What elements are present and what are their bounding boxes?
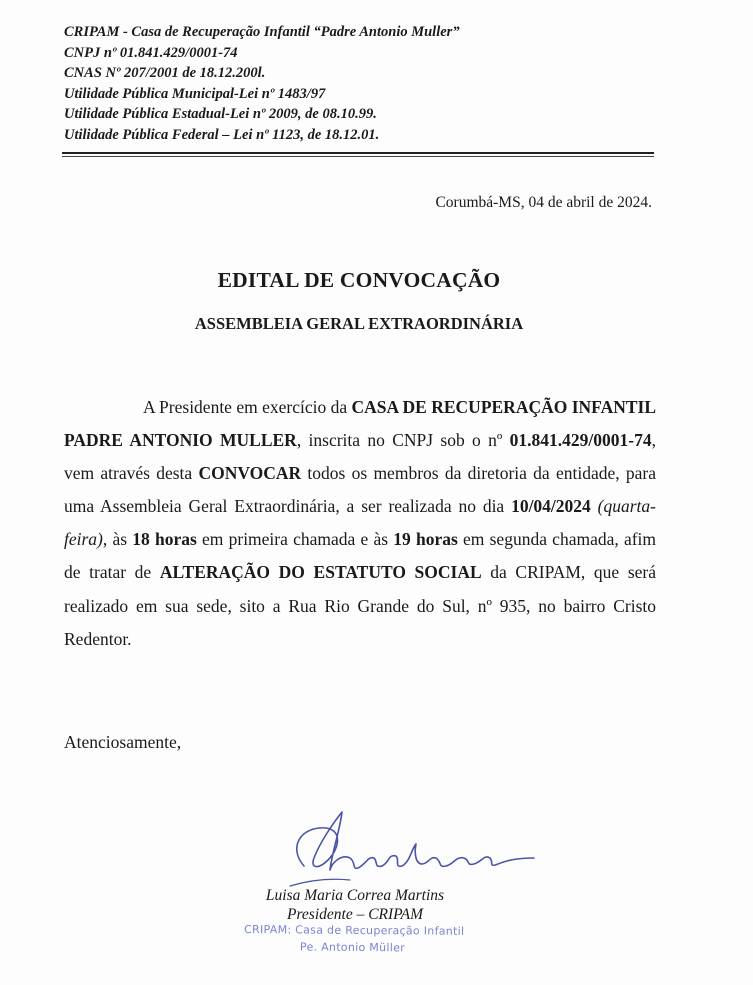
document-date: Corumbá-MS, 04 de abril de 2024. [435, 194, 652, 211]
stamp-line-1: CRIPAM: Casa de Recuperação Infantil [244, 922, 465, 938]
body-bold-cnpj: 01.841.429/0001-74 [509, 430, 652, 451]
body-bold-date: 10/04/2024 [511, 496, 591, 517]
signatory-name: Luisa Maria Correa Martins [265, 887, 445, 904]
body-bold-first-call: 18 horas [132, 529, 197, 550]
signatory-role: Presidente – CRIPAM [286, 906, 424, 923]
letterhead-federal: Utilidade Pública Federal – Lei nº 1123, de 18.12.01. [64, 126, 380, 143]
closing-salutation: Atenciosamente, [64, 732, 182, 752]
stamp-line-2: Pe. Antonio Müller [299, 940, 406, 955]
letterhead-org-name: CRIPAM - Casa de Recuperação Infantil “Padre Antonio Muller” [64, 24, 460, 40]
body-bold-convocar: CONVOCAR [198, 463, 302, 484]
body-bold-second-call: 19 horas [393, 529, 458, 550]
institution-stamp [244, 921, 484, 957]
body-text-run: em segunda chamada, afim de tratar de [64, 529, 657, 583]
body-bold-subject: ALTERAÇÃO DO ESTATUTO SOCIAL [159, 562, 482, 583]
document-subtitle: ASSEMBLEIA GERAL EXTRAORDINÁRIA [194, 314, 524, 333]
letterhead-cnpj: CNPJ nº 01.841.429/0001-74 [64, 44, 238, 61]
body-italic-weekday: (quarta-feira) [64, 496, 656, 550]
body-text-run [591, 496, 598, 516]
handwritten-signature [270, 808, 540, 898]
letterhead-municipal: Utilidade Pública Municipal-Lei nº 1483/97 [64, 85, 326, 102]
body-text-run: , vem através desta [64, 430, 656, 484]
document-title: EDITAL DE CONVOCAÇÃO [217, 268, 501, 292]
body-text-run: em primeira chamada e às [196, 529, 394, 550]
body-text-run: todos os membros da diretoria da entidade, para uma Assembleia Geral Extraordinária, a ser realizada no dia [64, 463, 657, 517]
body-text-run: A Presidente em exercício da [143, 397, 352, 417]
letterhead-estadual: Utilidade Pública Estadual-Lei nº 2009, de 08.10.99. [64, 106, 377, 122]
body-paragraph [64, 391, 656, 656]
letterhead [64, 22, 664, 145]
letterhead-cnas: CNAS Nº 207/2001 de 18.12.200l. [64, 65, 266, 81]
body-bold-entity: CASA DE RECUPERAÇÃO INFANTIL PADRE ANTONIO MULLER [64, 397, 656, 451]
header-divider [62, 152, 654, 154]
body-text-run: da CRIPAM, que será realizado em sua sede, sito a Rua Rio Grande do Sul, nº 935, no bairro Cristo Redentor. [64, 562, 656, 649]
body-text-run: , às [102, 529, 133, 550]
body-text-run: , inscrita no CNPJ sob o nº [296, 430, 510, 451]
header-divider-thin [62, 156, 654, 157]
